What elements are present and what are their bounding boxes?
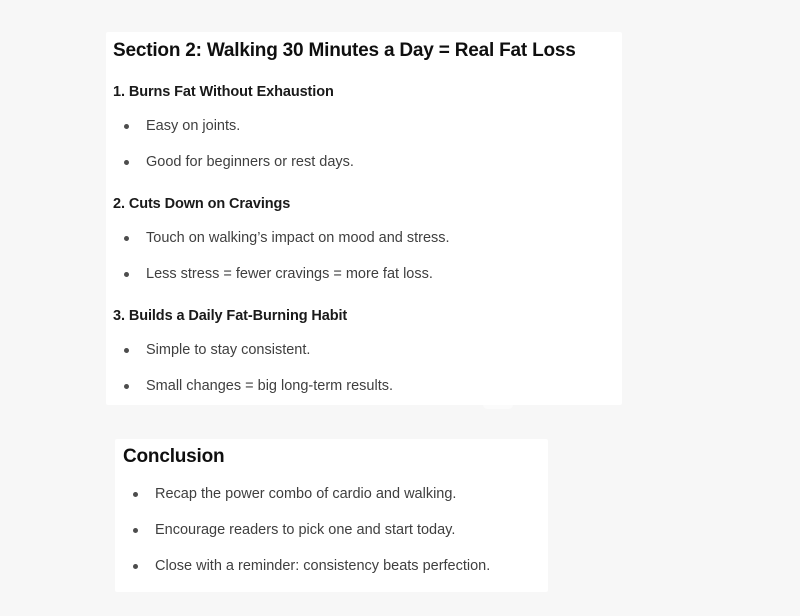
conclusion-card <box>115 439 548 592</box>
heading-daily-habit: 3. Builds a Daily Fat-Burning Habit <box>113 308 348 324</box>
heading-cuts-cravings: 2. Cuts Down on Cravings <box>113 196 291 212</box>
bullet-text: Recap the power combo of cardio and walking. <box>155 486 457 502</box>
section-2-title: Section 2: Walking 30 Minutes a Day = Real Fat Loss <box>113 40 576 61</box>
list-item <box>106 116 614 136</box>
list-item <box>115 520 540 540</box>
bullet-text: Close with a reminder: consistency beats perfection. <box>155 558 491 574</box>
list-item <box>106 340 614 360</box>
conclusion-title: Conclusion <box>123 446 225 467</box>
list-item <box>106 228 614 248</box>
bullet-dot <box>124 124 129 129</box>
bullet-dot <box>124 236 129 241</box>
heading-burns-fat: 1. Burns Fat Without Exhaustion <box>113 84 334 100</box>
section-2-card <box>106 32 622 405</box>
bullet-dot <box>124 272 129 277</box>
bullet-dot <box>124 384 129 389</box>
list-item <box>106 376 614 396</box>
list-item <box>106 264 614 284</box>
list-item <box>115 484 540 504</box>
bullet-dot <box>124 160 129 165</box>
bullet-text: Encourage readers to pick one and start today. <box>155 522 456 538</box>
bullet-text: Small changes = big long-term results. <box>146 378 394 394</box>
list-item <box>115 556 540 576</box>
bullet-dot <box>133 492 138 497</box>
bullet-text: Touch on walking’s impact on mood and stress. <box>146 230 450 246</box>
bullet-dot <box>124 348 129 353</box>
bullet-dot <box>133 564 138 569</box>
bullet-text: Less stress = fewer cravings = more fat loss. <box>146 266 433 282</box>
list-item <box>106 152 614 172</box>
bullet-dot <box>133 528 138 533</box>
bullet-text: Easy on joints. <box>146 118 241 134</box>
bullet-text: Simple to stay consistent. <box>146 342 311 358</box>
bullet-text: Good for beginners or rest days. <box>146 154 354 170</box>
